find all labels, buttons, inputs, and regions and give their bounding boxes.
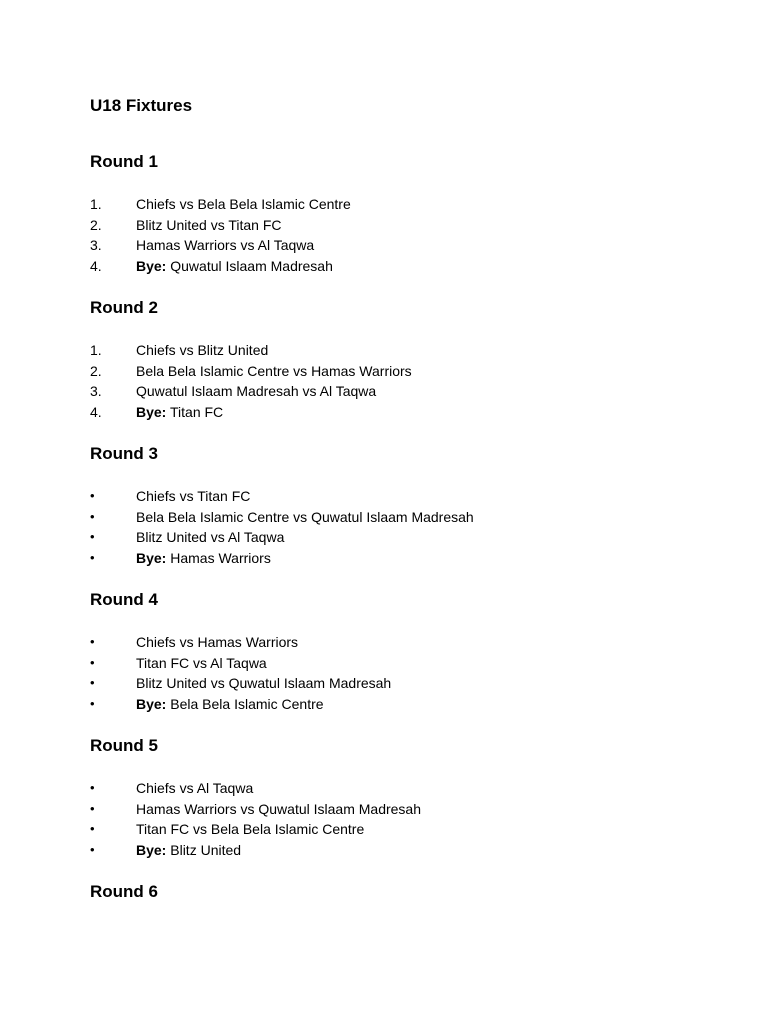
fixture-item bbox=[90, 653, 730, 674]
fixture-list bbox=[90, 340, 730, 422]
fixture-text-wrap bbox=[136, 256, 333, 277]
bullet-marker: • bbox=[90, 654, 95, 670]
fixture-text-wrap bbox=[136, 548, 271, 569]
fixture-matchup: Chiefs vs Al Taqwa bbox=[136, 780, 254, 796]
round-heading: Round 6 bbox=[90, 882, 158, 901]
bye-label: Bye: bbox=[136, 403, 167, 420]
bye-label: Bye: bbox=[136, 549, 167, 566]
fixture-text-wrap bbox=[136, 194, 351, 215]
fixture-matchup: Chiefs vs Hamas Warriors bbox=[136, 634, 299, 650]
bullet-marker: • bbox=[90, 529, 95, 544]
fixture-text-wrap bbox=[136, 653, 267, 674]
round-heading: Round 5 bbox=[90, 736, 158, 755]
list-number: 1. bbox=[90, 342, 102, 358]
fixture-matchup: Quwatul Islaam Madresah vs Al Taqwa bbox=[136, 383, 377, 399]
fixture-item bbox=[90, 340, 730, 361]
bye-team: Quwatul Islaam Madresah bbox=[170, 257, 333, 274]
bullet-marker: • bbox=[90, 841, 95, 857]
fixture-text-wrap bbox=[136, 235, 314, 256]
round-section bbox=[90, 442, 730, 568]
bye-team: Blitz United bbox=[170, 841, 242, 858]
list-number: 1. bbox=[90, 196, 102, 212]
round-section bbox=[90, 150, 730, 276]
fixture-item bbox=[90, 799, 730, 820]
fixture-text-wrap bbox=[136, 694, 324, 715]
bye-label: Bye: bbox=[136, 257, 167, 274]
fixture-text-wrap bbox=[136, 381, 376, 402]
fixture-matchup: Chiefs vs Bela Bela Islamic Centre bbox=[136, 196, 351, 212]
fixture-item bbox=[90, 632, 730, 653]
list-number: 2. bbox=[90, 362, 102, 379]
fixture-list bbox=[90, 778, 730, 860]
fixture-matchup: Blitz United vs Titan FC bbox=[136, 216, 282, 233]
fixture-matchup: Blitz United vs Quwatul Islaam Madresah bbox=[136, 675, 392, 691]
list-number: 3. bbox=[90, 237, 102, 253]
bye-label: Bye: bbox=[136, 841, 167, 858]
fixture-item bbox=[90, 778, 730, 799]
fixture-text-wrap bbox=[136, 361, 412, 382]
bullet-marker: • bbox=[90, 675, 95, 690]
bye-label: Bye: bbox=[136, 695, 167, 712]
list-number: 4. bbox=[90, 403, 102, 420]
fixture-matchup: Bela Bela Islamic Centre vs Quwatul Islaam Madresah bbox=[136, 508, 474, 525]
list-number: 2. bbox=[90, 216, 102, 233]
fixture-text-wrap bbox=[136, 402, 223, 423]
round-heading: Round 3 bbox=[90, 444, 158, 463]
round-heading: Round 2 bbox=[90, 298, 158, 317]
round-heading: Round 1 bbox=[90, 152, 158, 171]
fixture-list bbox=[90, 194, 730, 276]
fixture-text-wrap bbox=[136, 673, 391, 694]
bye-team: Hamas Warriors bbox=[170, 549, 271, 566]
bye-item bbox=[90, 694, 730, 715]
bullet-marker: • bbox=[90, 800, 95, 816]
fixture-item bbox=[90, 673, 730, 694]
fixture-item bbox=[90, 527, 730, 548]
document-title: U18 Fixtures bbox=[90, 96, 193, 115]
fixture-matchup: Hamas Warriors vs Quwatul Islaam Madresah bbox=[136, 800, 422, 817]
round-section bbox=[90, 296, 730, 422]
fixture-item bbox=[90, 215, 730, 236]
bullet-marker: • bbox=[90, 780, 95, 795]
bullet-marker: • bbox=[90, 549, 95, 565]
round-section bbox=[90, 588, 730, 714]
round-section bbox=[90, 880, 730, 904]
fixture-item bbox=[90, 194, 730, 215]
fixture-matchup: Titan FC vs Al Taqwa bbox=[136, 654, 267, 671]
fixture-matchup: Titan FC vs Bela Bela Islamic Centre bbox=[136, 821, 365, 837]
bullet-marker: • bbox=[90, 508, 95, 524]
fixture-item bbox=[90, 381, 730, 402]
fixture-text-wrap bbox=[136, 632, 298, 653]
list-number: 3. bbox=[90, 383, 102, 399]
fixture-text-wrap bbox=[136, 799, 421, 820]
fixture-item bbox=[90, 507, 730, 528]
bye-team: Bela Bela Islamic Centre bbox=[170, 695, 324, 712]
fixture-matchup: Blitz United vs Al Taqwa bbox=[136, 529, 285, 545]
fixture-list bbox=[90, 632, 730, 714]
fixture-text-wrap bbox=[136, 486, 250, 507]
bye-team: Titan FC bbox=[170, 403, 224, 420]
fixture-matchup: Bela Bela Islamic Centre vs Hamas Warriors bbox=[136, 362, 412, 379]
rounds-container bbox=[90, 150, 730, 904]
fixture-matchup: Hamas Warriors vs Al Taqwa bbox=[136, 237, 315, 253]
round-section bbox=[90, 734, 730, 860]
fixture-text-wrap bbox=[136, 819, 364, 840]
fixture-item bbox=[90, 235, 730, 256]
bullet-marker: • bbox=[90, 695, 95, 711]
bye-item bbox=[90, 402, 730, 423]
fixture-text-wrap bbox=[136, 340, 268, 361]
bullet-marker: • bbox=[90, 634, 95, 649]
fixture-item bbox=[90, 819, 730, 840]
fixture-text-wrap bbox=[136, 840, 241, 861]
list-number: 4. bbox=[90, 257, 102, 274]
fixture-text-wrap bbox=[136, 507, 474, 528]
fixture-text-wrap bbox=[136, 215, 282, 236]
bye-item bbox=[90, 548, 730, 569]
round-heading: Round 4 bbox=[90, 590, 158, 609]
document-page bbox=[90, 94, 730, 924]
fixture-matchup: Chiefs vs Titan FC bbox=[136, 488, 251, 504]
bye-item bbox=[90, 840, 730, 861]
fixture-text-wrap bbox=[136, 527, 284, 548]
fixture-item bbox=[90, 486, 730, 507]
fixture-item bbox=[90, 361, 730, 382]
fixture-matchup: Chiefs vs Blitz United bbox=[136, 342, 269, 358]
bye-item bbox=[90, 256, 730, 277]
fixture-list bbox=[90, 486, 730, 568]
fixture-text-wrap bbox=[136, 778, 253, 799]
bullet-marker: • bbox=[90, 821, 95, 836]
bullet-marker: • bbox=[90, 488, 95, 503]
